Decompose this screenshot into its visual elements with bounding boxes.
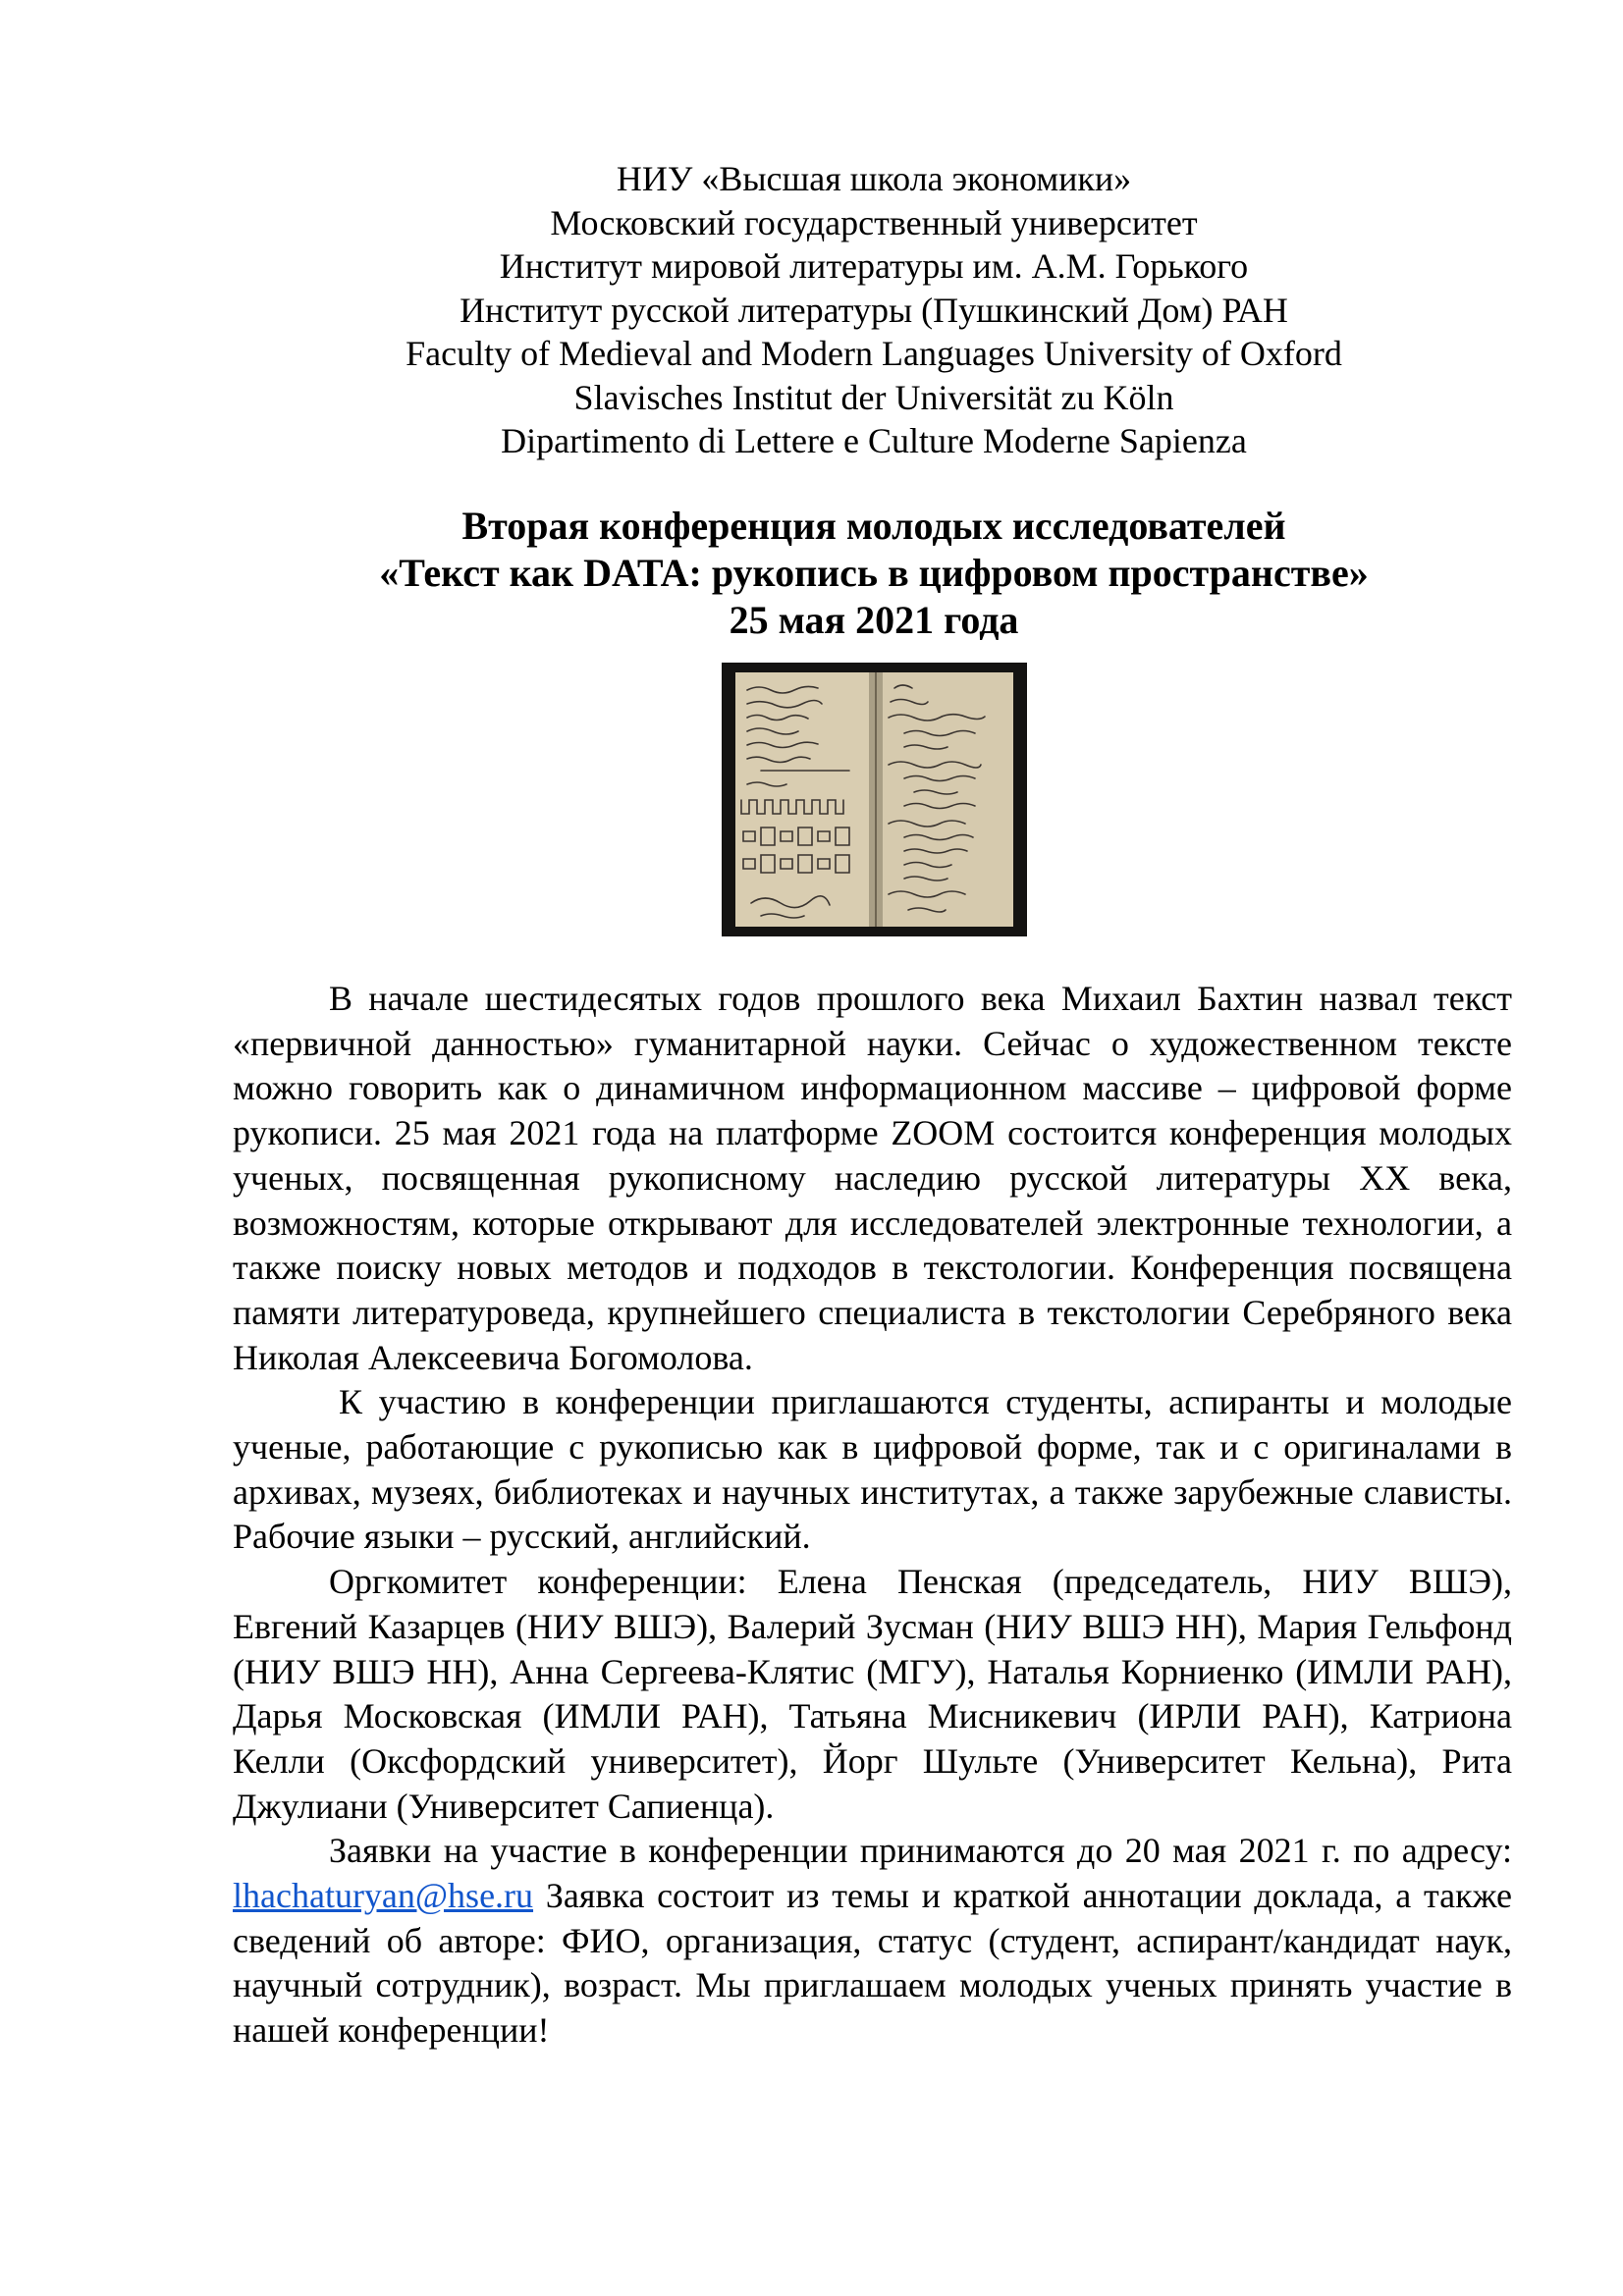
applications-text-after: Заявка состоит из темы и краткой аннотации доклада, а также сведений об авторе: ФИО, организация, статус (студент, аспирант/кандидат наук, научный сотрудник), возраст. Мы приглашаем молодых ученых принять участие в нашей конференции! <box>233 1876 1512 2051</box>
organization-line: Институт мировой литературы им. А.М. Горького <box>499 246 1249 286</box>
paragraph-committee: Оргкомитет конференции: Елена Пенская (председатель, НИУ ВШЭ), Евгений Казарцев (НИУ ВШЭ), Валерий Зусман (НИУ ВШЭ НН), Мария Гельфонд (НИУ ВШЭ НН), Анна Сергеева-Клятис (МГУ), Наталья Корниенко (ИМЛИ РАН), Дарья Московская (ИМЛИ РАН), Татьяна Мисникевич (ИРЛИ РАН), Катриона Келли (Оксфордский университет), Йорг Шульте (Университет Кельна), Рита Джулиани (Университет Сапиенца). <box>233 1562 1512 1826</box>
paragraph-applications <box>233 1829 1512 2054</box>
organization-line: Faculty of Medieval and Modern Languages University of Oxford <box>406 334 1342 373</box>
manuscript-notebook-photo <box>722 663 1027 936</box>
title-date: 25 мая 2021 года <box>729 598 1019 642</box>
title-line-2: «Текст как DATA: рукопись в цифровом пространстве» <box>379 551 1369 595</box>
organization-line: Slavisches Institut der Universität zu Köln <box>573 377 1174 417</box>
organization-line: НИУ «Высшая школа экономики» <box>616 159 1132 198</box>
paragraph-participants: К участию в конференции приглашаются студенты, аспиранты и молодые ученые, работающие с рукописью как в цифровой форме, так и с оригиналами в архивах, музеях, библиотеках и научных институтах, а также зарубежные слависты. Рабочие языки – русский, английский. <box>233 1382 1512 1557</box>
conference-title <box>0 503 1623 644</box>
organization-line: Dipartimento di Lettere e Culture Moderne Sapienza <box>501 421 1247 460</box>
organizations-block <box>0 157 1623 463</box>
organization-line: Московский государственный университет <box>550 202 1198 242</box>
contact-email-link[interactable]: lhachaturyan@hse.ru <box>233 1876 534 1916</box>
organization-line: Институт русской литературы (Пушкинский Дом) РАН <box>460 290 1288 330</box>
applications-text-before: Заявки на участие в конференции принимаются до 20 мая 2021 г. по адресу: <box>329 1831 1512 1871</box>
announcement-body <box>233 977 1512 2054</box>
paragraph-intro: В начале шестидесятых годов прошлого века Михаил Бахтин назвал текст «первичной данностью» гуманитарной науки. Сейчас о художественном тексте можно говорить как о динамичном информационном массиве – цифровой форме рукописи. 25 мая 2021 года на платформе ZOOM состоится конференция молодых ученых, посвященная рукописному наследию русской литературы XX века, возможностям, которые открывают для исследователей электронные технологии, а также поиску новых методов и подходов в текстологии. Конференция посвящена памяти литературоведа, крупнейшего специалиста в текстологии Серебряного века Николая Алексеевича Богомолова. <box>233 979 1512 1377</box>
title-line-1: Вторая конференция молодых исследователей <box>461 504 1286 548</box>
